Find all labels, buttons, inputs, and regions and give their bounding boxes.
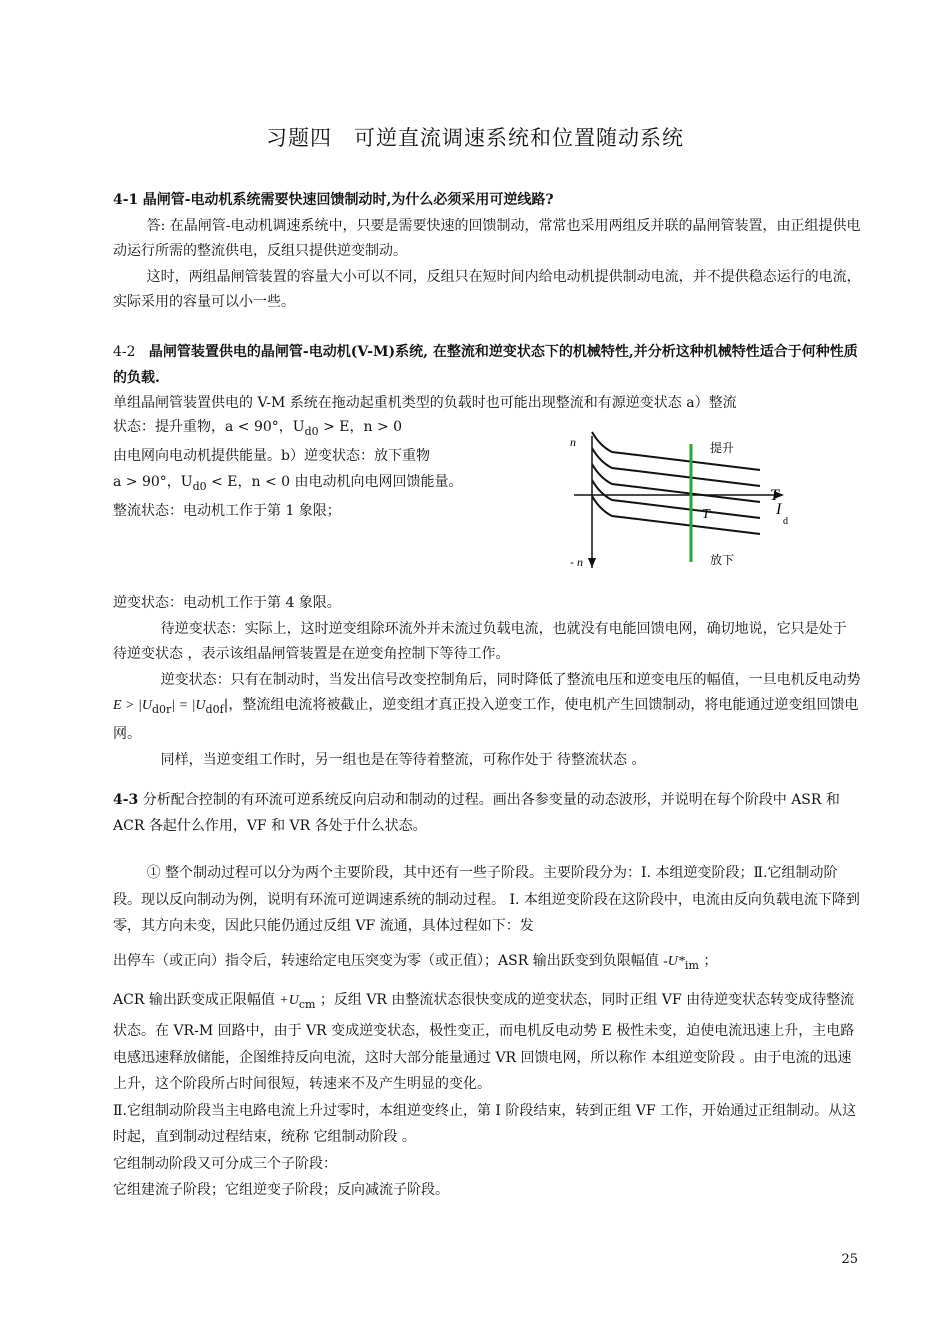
label-lower: 放下 [710, 553, 735, 567]
question-4-1 [113, 188, 863, 316]
body-line: 单组晶闸管装置供电的 V-M 系统在拖动起重机类型的负载时也可能出现整流和有源逆变状态 a）整流 [113, 395, 737, 411]
body-line: 状态：提升重物，a < 90°，$U_{d0} > E$，n > 0 [113, 419, 403, 438]
body-line: 逆变状态：电动机工作于第 4 象限。 [113, 595, 341, 611]
mechanical-characteristic-figure [560, 428, 800, 578]
body-line: 它组建流子阶段；它组逆变子阶段；反向减流子阶段。 [113, 1182, 449, 1199]
question-text: 晶闸管-电动机系统需要快速回馈制动时,为什么必须采用可逆线路? [142, 192, 554, 208]
body-line: 它组制动阶段又可分成三个子阶段： [113, 1155, 337, 1172]
question-4-3 [113, 788, 863, 839]
question-label: 4-1 [113, 192, 139, 208]
axis-label-n: n [570, 435, 576, 449]
body-line: 由电网向电动机提供能量。b）逆变状态：放下重物 [113, 448, 430, 465]
label-lift: 提升 [710, 441, 735, 455]
page-number: 25 [841, 1252, 858, 1267]
n-axis-arrow [588, 558, 596, 568]
question-4-2-continued [113, 591, 863, 773]
body-line: 整流状态：电动机工作于第 1 象限； [113, 503, 341, 520]
question-4-2-left-text [113, 415, 513, 525]
label-id: I [776, 501, 782, 518]
question-4-3-answer [113, 860, 863, 1204]
answer-paragraph: 答: 在晶闸管-电动机调速系统中，只要是需要快速的回馈制动，常常也采用两组反并联的晶闸管装置，由正组提供电动运行所需的整流供电，反组只提供逆变制动。 [113, 217, 861, 259]
label-te: T [702, 507, 710, 522]
answer-paragraph: 这时，两组晶闸管装置的容量大小可以不同，反组只在短时间内给电动机提供制动电流，并不提供稳态运行的电流，实际采用的容量可以小一些。 [113, 268, 861, 310]
body-paragraph: ACR 输出跃变成正限幅值 $+U_{cm}$ ；反组 VR 由整流状态很快变成的逆变状态，同时正组 VF 由待逆变状态转变成待整流状态。在 VR-M 回路中，由于 VR 变成逆变状态，极性变正，而电机反电动势 E 极性未变，迫使电流迅速上升，主电路电感迅速释放储能，企图维持反向电流，这时大部分能量通过 VR 回馈电网，所以称作 本组逆变阶段 。由于电流的迅速上升，这个阶段所占时间很短，转速来不及产生明显的变化。 [113, 991, 855, 1093]
body-paragraph: 待逆变状态：实际上，这时逆变组除环流外并未流过负载电流，也就没有电能回馈电网，确切地说，它只是处于 待逆变状态 ，表示该组晶闸管装置是在逆变角控制下等待工作。 [113, 620, 847, 662]
body-paragraph: 同样，当逆变组工作时，另一组也是在等待着整流，可称作处于 待整流状态 。 [160, 751, 646, 768]
body-paragraph: Ⅱ.它组制动阶段当主电路电流上升过零时，本组逆变终止，第 I 阶段结束，转到正组 VF 工作，开始通过正组制动。从这时起，直到制动过程结束，统称 它组制动阶段 。 [113, 1102, 857, 1146]
body-line: 出停车（或正向）指令后，转速给定电压突变为零（或正值）；ASR 输出跃变到负限幅值 $-U*_{im}$ ； [113, 952, 718, 972]
label-id-sub: d [783, 516, 788, 527]
question-label: 4-3 [113, 792, 139, 808]
question-label: 4-2 [113, 344, 136, 360]
characteristic-curve [592, 432, 760, 470]
question-text: 分析配合控制的有环流可逆系统反向启动和制动的过程。画出各参变量的动态波形，并说明在每个阶段中 ASR 和 ACR 各起什么作用，VF 和 VR 各处于什么状态。 [113, 792, 840, 834]
body-paragraph: ① 整个制动过程可以分为两个主要阶段，其中还有一些子阶段。主要阶段分为：I. 本组逆变阶段；Ⅱ.它组制动阶段。现以反向制动为例，说明有环流可逆调速系统的制动过程。 I. 本组逆变阶段在这阶段中，电流由反向负载电流下降到零，其方向未变，因此只能仍通过反组 VF 流通，具体过程如下：发 [113, 865, 860, 934]
question-4-2 [113, 340, 863, 417]
page-title: 习题四 可逆直流调速系统和位置随动系统 [266, 126, 684, 150]
body-line: a > 90°，$U_{d0} < E$，n < 0 由电动机向电网回馈能量。 [113, 473, 463, 493]
question-text: 晶闸管装置供电的晶闸管-电动机(V-M)系统, 在整流和逆变状态下的机械特性,并分析这种机械特性适合于何种性质的负载. [113, 344, 858, 386]
body-paragraph: 逆变状态：只有在制动时，当发出信号改变控制角后，同时降低了整流电压和逆变电压的幅值，一旦电机反电动势 $E > |U_{d0r}| = |U_{d0f}|$，整流组电流将被截止，逆变组才真正投入逆变工作，使电机产生回馈制动，将电能通过逆变组回馈电网。 [113, 671, 861, 743]
label-t: T [770, 487, 779, 504]
axis-label-neg-n: - n [570, 555, 583, 569]
